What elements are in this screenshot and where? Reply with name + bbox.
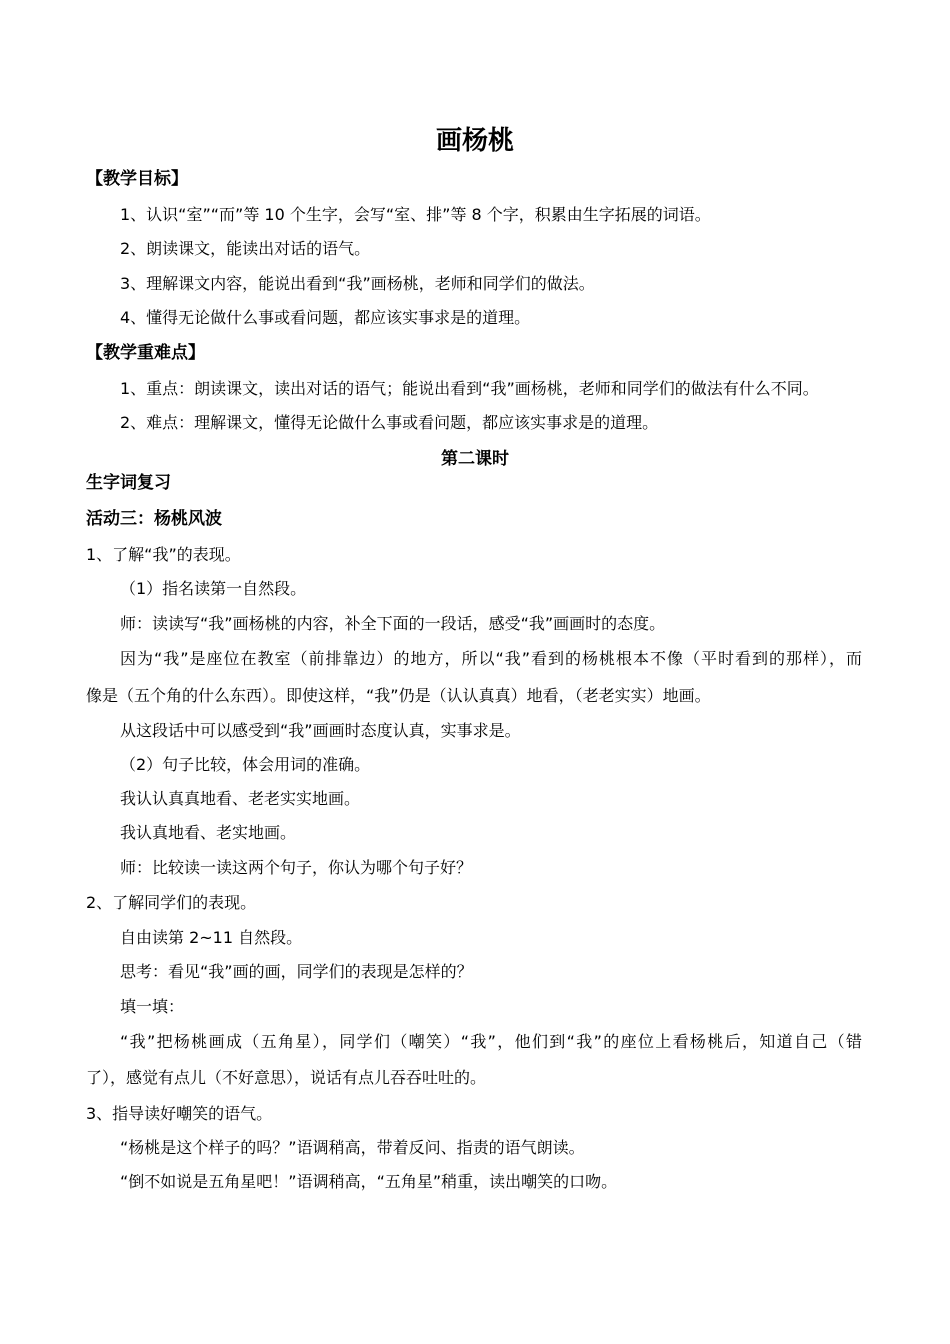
lesson-line: 师：比较读一读这两个句子，你认为哪个句子好？ bbox=[120, 858, 473, 877]
activity-heading: 活动三：杨桃风波 bbox=[86, 509, 222, 529]
key-point-item: 2、难点：理解课文，懂得无论做什么事或看问题，都应该实事求是的道理。 bbox=[120, 413, 659, 432]
lesson-line: 我认认真真地看、老老实实地画。 bbox=[120, 789, 361, 808]
document-title: 画杨桃 bbox=[435, 126, 514, 156]
lesson-line: 因为“我”是座位在教室（前排靠边）的地方，所以“我”看到的杨桃根本不像（平时看到的那样），而 bbox=[120, 649, 862, 668]
lesson-line: 填一填： bbox=[120, 997, 185, 1016]
objective-item: 3、理解课文内容，能说出看到“我”画杨桃，老师和同学们的做法。 bbox=[120, 274, 595, 293]
lesson-line: 1、了解“我”的表现。 bbox=[86, 545, 241, 564]
lesson-line: 我认真地看、老实地画。 bbox=[120, 823, 297, 842]
lesson-line: 2、了解同学们的表现。 bbox=[86, 893, 257, 912]
objectives-heading: 【教学目标】 bbox=[86, 169, 188, 189]
lesson-line: “我”把杨桃画成（五角星），同学们（嘲笑）“我”，他们到“我”的座位上看杨桃后，知道自己（错 bbox=[120, 1032, 862, 1051]
lesson-line: 3、指导读好嘲笑的语气。 bbox=[86, 1104, 273, 1123]
lesson-line: （1）指名读第一自然段。 bbox=[120, 579, 307, 598]
lesson-line: 了），感觉有点儿（不好意思），说话有点儿吞吞吐吐的。 bbox=[86, 1068, 487, 1087]
lesson-line: “倒不如说是五角星吧！”语调稍高，“五角星”稍重，读出嘲笑的口吻。 bbox=[120, 1172, 618, 1191]
lesson-line: （2）句子比较，体会用词的准确。 bbox=[120, 755, 371, 774]
review-heading: 生字词复习 bbox=[86, 473, 171, 493]
lesson-line: “杨桃是这个样子的吗？”语调稍高，带着反问、指责的语气朗读。 bbox=[120, 1138, 585, 1157]
lesson-line: 从这段话中可以感受到“我”画画时态度认真，实事求是。 bbox=[120, 721, 521, 740]
objective-item: 2、朗读课文，能读出对话的语气。 bbox=[120, 239, 371, 258]
lesson-line: 自由读第 2~11 自然段。 bbox=[120, 928, 303, 947]
objective-item: 1、认识“室”“而”等 10 个生字，会写“室、排”等 8 个字，积累由生字拓展的词语。 bbox=[120, 205, 711, 224]
lesson-line: 思考：看见“我”画的画，同学们的表现是怎样的？ bbox=[120, 962, 473, 981]
lesson-heading: 第二课时 bbox=[441, 449, 509, 469]
objective-item: 4、懂得无论做什么事或看问题，都应该实事求是的道理。 bbox=[120, 308, 531, 327]
key-point-item: 1、重点：朗读课文，读出对话的语气；能说出看到“我”画杨桃，老师和同学们的做法有什么不同。 bbox=[120, 379, 819, 398]
key-points-heading: 【教学重难点】 bbox=[86, 343, 205, 363]
lesson-line: 像是（五个角的什么东西）。即使这样，“我”仍是（认认真真）地看，（老老实实）地画。 bbox=[86, 686, 711, 705]
lesson-line: 师：读读写“我”画杨桃的内容，补全下面的一段话，感受“我”画画时的态度。 bbox=[120, 614, 666, 633]
